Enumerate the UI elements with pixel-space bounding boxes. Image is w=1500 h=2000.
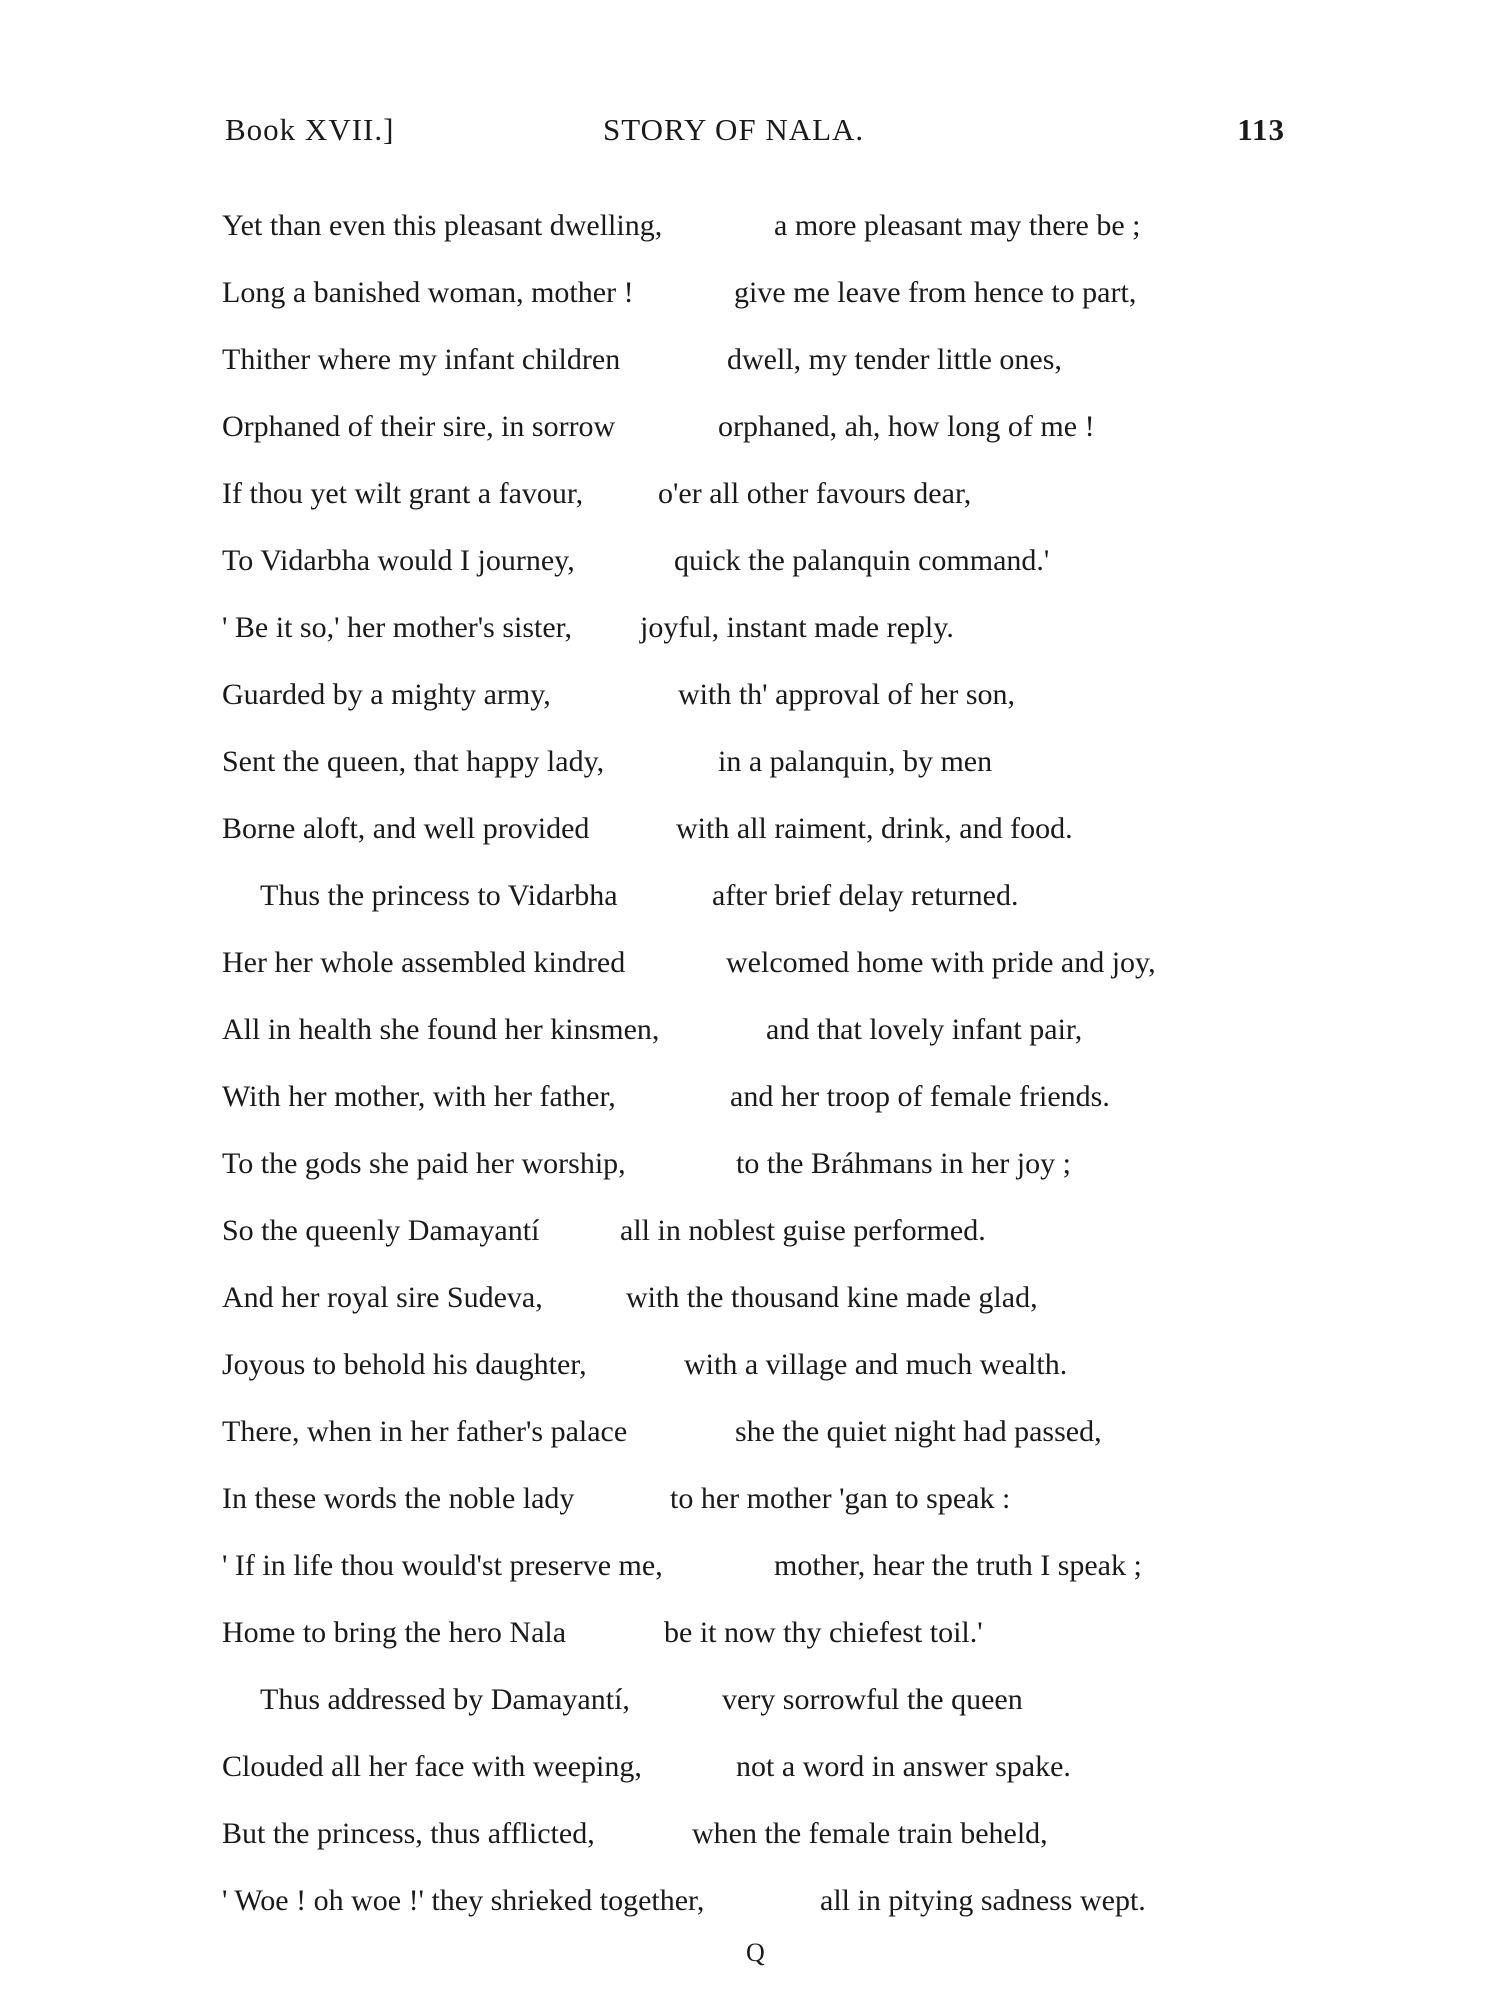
verse-first-half: Clouded all her face with weeping, [222,1750,642,1783]
verse-second-half: all in pitying sadness wept. [820,1884,1146,1917]
verse-second-half: o'er all other favours dear, [658,477,972,510]
verse-first-half: In these words the noble lady [222,1482,575,1515]
verse-first-half: Yet than even this pleasant dwelling, [222,209,663,242]
verse-first-half: Her her whole assembled kindred [222,946,626,979]
running-header [225,112,1285,152]
verse-line [222,338,1302,405]
verse-first-half: Guarded by a mighty army, [222,678,551,711]
verse-line [222,1812,1302,1879]
verse-second-half: to the Bráhmans in her joy ; [736,1147,1071,1180]
verse-first-half: To Vidarbha would I journey, [222,544,575,577]
verse-second-half: orphaned, ah, how long of me ! [718,410,1095,443]
verse-first-half: ' If in life thou would'st preserve me, [222,1549,663,1582]
signature-mark: Q [746,1938,765,1967]
verse-second-half: welcomed home with pride and joy, [726,946,1156,979]
verse-second-half: with the thousand kine made glad, [626,1281,1038,1314]
verse-second-half: in a palanquin, by men [718,745,993,778]
verse-first-half: But the princess, thus afflicted, [222,1817,595,1850]
verse-line [222,1209,1302,1276]
verse-second-half: with all raiment, drink, and food. [676,812,1073,845]
verse-line [222,1343,1302,1410]
verse-second-half: mother, hear the truth I speak ; [774,1549,1142,1582]
verse-first-half: Sent the queen, that happy lady, [222,745,605,778]
verse-line [222,1879,1302,1946]
verse-first-half: ' Be it so,' her mother's sister, [222,611,572,644]
verse-line [222,1008,1302,1075]
verse-first-half: Home to bring the hero Nala [222,1616,567,1649]
verse-line [222,941,1302,1008]
verse-first-half: Joyous to behold his daughter, [222,1348,587,1381]
verse-second-half: with a village and much wealth. [684,1348,1068,1381]
verse-first-half: With her mother, with her father, [222,1080,616,1113]
verse-first-half: ' Woe ! oh woe !' they shrieked together, [222,1884,705,1917]
verse-line [222,405,1302,472]
verse-second-half: quick the palanquin command.' [674,544,1050,577]
verse-line [222,1477,1302,1544]
page-number: 113 [1237,112,1285,147]
verse-line [222,204,1302,271]
verse-first-half: All in health she found her kinsmen, [222,1013,660,1046]
verse-second-half: joyful, instant made reply. [640,611,954,644]
verse-line [222,271,1302,338]
verse-first-half: Thus addressed by Damayantí, [260,1683,630,1716]
verse-first-half: And her royal sire Sudeva, [222,1281,543,1314]
verse-first-half: So the queenly Damayantí [222,1214,540,1247]
verse-first-half: If thou yet wilt grant a favour, [222,477,584,510]
verse-line [222,1544,1302,1611]
verse-second-half: dwell, my tender little ones, [727,343,1062,376]
verse-second-half: very sorrowful the queen [722,1683,1023,1716]
verse-second-half: with th' approval of her son, [678,678,1016,711]
verse-line [222,1611,1302,1678]
verse-line [222,539,1302,606]
verse-line [222,1745,1302,1812]
verse-line [222,740,1302,807]
verse-line [222,1075,1302,1142]
book-label: Book XVII.] [225,112,395,147]
verse-second-half: not a word in answer spake. [736,1750,1071,1783]
verse-line [222,807,1302,874]
verse-line [222,1678,1302,1745]
verse-first-half: There, when in her father's palace [222,1415,628,1448]
verse-first-half: To the gods she paid her worship, [222,1147,626,1180]
verse-body [222,204,1302,1946]
verse-second-half: be it now thy chiefest toil.' [664,1616,983,1649]
verse-first-half: Borne aloft, and well provided [222,812,590,845]
verse-line [222,606,1302,673]
verse-first-half: Thither where my infant children [222,343,621,376]
verse-second-half: and her troop of female friends. [730,1080,1110,1113]
verse-first-half: Thus the princess to Vidarbha [260,879,618,912]
verse-second-half: after brief delay returned. [712,879,1019,912]
verse-first-half: Orphaned of their sire, in sorrow [222,410,616,443]
verse-second-half: and that lovely infant pair, [766,1013,1083,1046]
verse-second-half: when the female train beheld, [692,1817,1048,1850]
running-title: STORY OF NALA. [603,112,865,147]
verse-line [222,472,1302,539]
verse-line [222,673,1302,740]
verse-line [222,1410,1302,1477]
verse-second-half: she the quiet night had passed, [735,1415,1102,1448]
verse-second-half: to her mother 'gan to speak : [670,1482,1011,1515]
verse-line [222,1276,1302,1343]
verse-second-half: give me leave from hence to part, [734,276,1137,309]
verse-second-half: a more pleasant may there be ; [774,209,1141,242]
verse-line [222,874,1302,941]
verse-first-half: Long a banished woman, mother ! [222,276,634,309]
verse-second-half: all in noblest guise performed. [620,1214,986,1247]
verse-line [222,1142,1302,1209]
